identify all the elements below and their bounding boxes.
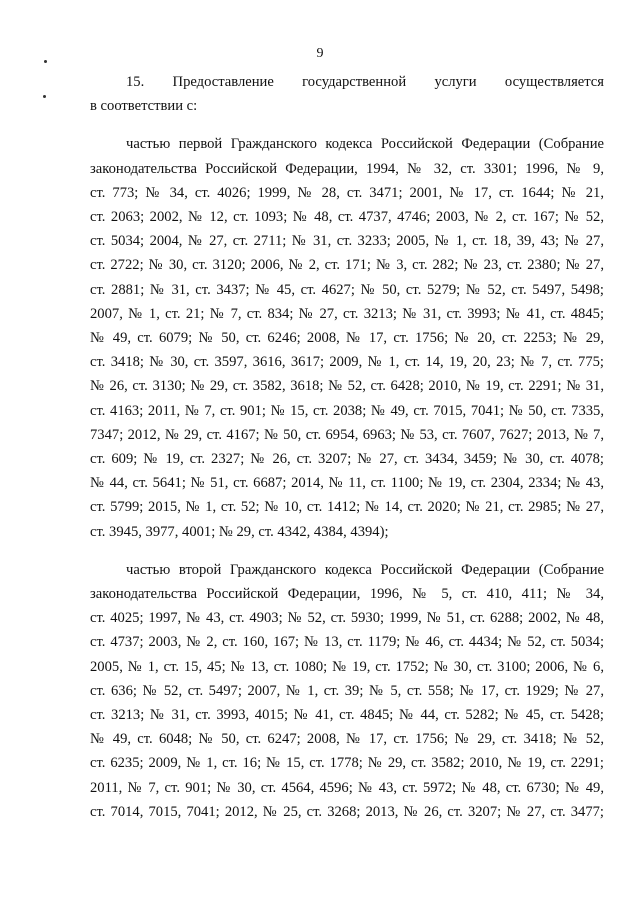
text-line: 2005, № 1, ст. 15, 45; № 13, ст. 1080; № 19, ст. 1752; № 30, ст. 3100; 2006, № 6, — [90, 658, 604, 675]
text-line: 15. Предоставление государственной услуги осуществляется — [126, 74, 604, 90]
text-line: 2007, № 1, ст. 21; № 7, ст. 834; № 27, ст. 3213; № 31, ст. 3993; № 41, ст. 4845; — [90, 305, 604, 322]
text-line: № 44, ст. 5641; № 51, ст. 6687; 2014, № 11, ст. 1100; № 19, ст. 2304, 2334; № 43, — [90, 475, 604, 492]
text-line: законодательства Российской Федерации, 1994, № 32, ст. 3301; 1996, № 9, — [90, 160, 604, 177]
text-line: в соответствии с: — [90, 98, 198, 115]
text-line: ст. 609; № 19, ст. 2327; № 26, ст. 3207; № 27, ст. 3434, 3459; № 30, ст. 4078; — [90, 451, 604, 468]
text-line: ст. 5799; 2015, № 1, ст. 52; № 10, ст. 1412; № 14, ст. 2020; № 21, ст. 2985; № 27, — [90, 499, 604, 516]
document-body — [90, 70, 604, 824]
text-line: № 26, ст. 3130; № 29, ст. 3582, 3618; № 52, ст. 6428; 2010, № 19, ст. 2291; № 31, — [90, 378, 604, 395]
page-number: 9 — [316, 46, 324, 61]
text-line: частью первой Гражданского кодекса Российской Федерации (Собрание — [126, 136, 604, 153]
text-line: ст. 2881; № 31, ст. 3437; № 45, ст. 4627; № 50, ст. 5279; № 52, ст. 5497, 5498; — [90, 281, 604, 298]
text-line: ст. 4025; 1997, № 43, ст. 4903; № 52, ст. 5930; 1999, № 51, ст. 6288; 2002, № 48, — [90, 610, 604, 627]
text-line: ст. 7014, 7015, 7041; 2012, № 25, ст. 3268; 2013, № 26, ст. 3207; № 27, ст. 3477; — [90, 803, 604, 820]
paragraph-gap — [90, 544, 604, 558]
text-line: ст. 3945, 3977, 4001; № 29, ст. 4342, 4384, 4394); — [90, 523, 389, 540]
text-line: 7347; 2012, № 29, ст. 4167; № 50, ст. 6954, 6963; № 53, ст. 7607, 7627; 2013, № 7, — [90, 426, 604, 443]
paragraph-gap — [90, 118, 604, 132]
text-line: ст. 4737; 2003, № 2, ст. 160, 167; № 13, ст. 1179; № 46, ст. 4434; № 52, ст. 5034; — [90, 634, 604, 651]
text-line: ст. 773; № 34, ст. 4026; 1999, № 28, ст. 3471; 2001, № 17, ст. 1644; № 21, — [90, 184, 604, 201]
paragraph-civil-code-part2 — [90, 558, 604, 824]
paragraph-15 — [90, 70, 604, 118]
text-line: ст. 2722; № 30, ст. 3120; 2006, № 2, ст. 171; № 3, ст. 282; № 23, ст. 2380; № 27, — [90, 257, 604, 274]
text-line: ст. 3213; № 31, ст. 3993, 4015; № 41, ст. 4845; № 44, ст. 5282; № 45, ст. 5428; — [90, 707, 604, 724]
text-line: ст. 5034; 2004, № 27, ст. 2711; № 31, ст. 3233; 2005, № 1, ст. 18, 39, 43; № 27, — [90, 233, 604, 250]
text-line: ст. 2063; 2002, № 12, ст. 1093; № 48, ст. 4737, 4746; 2003, № 2, ст. 167; № 52, — [90, 209, 604, 226]
text-line: ст. 3418; № 30, ст. 3597, 3616, 3617; 2009, № 1, ст. 14, 19, 20, 23; № 7, ст. 775; — [90, 354, 604, 371]
text-line: ст. 4163; 2011, № 7, ст. 901; № 15, ст. 2038; № 49, ст. 7015, 7041; № 50, ст. 7335, — [90, 402, 604, 419]
text-line: 2011, № 7, ст. 901; № 30, ст. 4564, 4596; № 43, ст. 5972; № 48, ст. 6730; № 49, — [90, 779, 604, 796]
paragraph-civil-code-part1 — [90, 132, 604, 543]
text-line: ст. 6235; 2009, № 1, ст. 16; № 15, ст. 1778; № 29, ст. 3582; 2010, № 19, ст. 2291; — [90, 755, 604, 772]
scan-speck — [43, 95, 46, 98]
text-line: ст. 636; № 52, ст. 5497; 2007, № 1, ст. 39; № 5, ст. 558; № 17, ст. 1929; № 27, — [90, 682, 604, 699]
text-line: законодательства Российской Федерации, 1996, № 5, ст. 410, 411; № 34, — [90, 586, 604, 603]
text-line: № 49, ст. 6048; № 50, ст. 6247; 2008, № 17, ст. 1756; № 29, ст. 3418; № 52, — [90, 731, 604, 748]
text-line: частью второй Гражданского кодекса Российской Федерации (Собрание — [126, 561, 604, 578]
text-line: № 49, ст. 6079; № 50, ст. 6246; 2008, № 17, ст. 1756; № 20, ст. 2253; № 29, — [90, 330, 604, 347]
